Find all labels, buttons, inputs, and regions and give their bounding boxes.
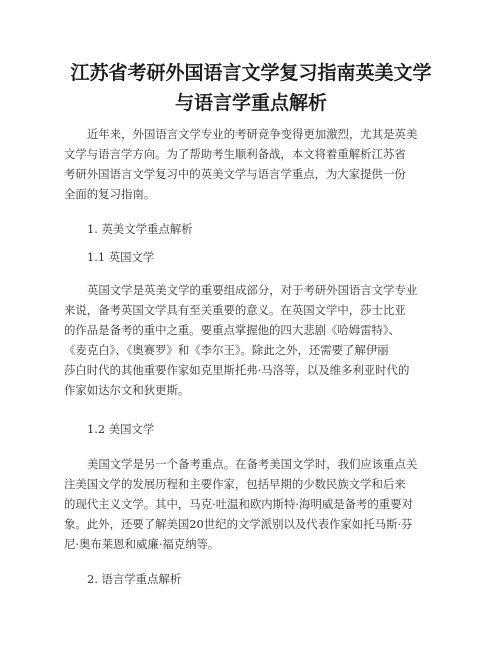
body-paragraph-line: 英国文学是英美文学的重要组成部分，对于考研外国语言文学专业	[87, 283, 418, 297]
document-title-line-1: 江苏省考研外国语言文学复习指南英美文学	[70, 62, 432, 84]
body-paragraph-line: 《麦克白》、《奥赛罗》和《李尔王》。除此之外，还需要了解伊丽	[64, 343, 389, 357]
body-paragraph-line: 莎白时代的其他重要作家如克里斯托弗·马洛等，以及维多利亚时代的	[64, 363, 410, 377]
body-paragraph-line: 美国文学是另一个备考重点。在备考美国文学时，我们应该重点关	[87, 457, 418, 471]
intro-paragraph-line: 全面的复习指南。	[64, 187, 156, 201]
body-paragraph-line: 来说，备考英国文学具有至关重要的意义。在英国文学中，莎士比亚	[64, 303, 406, 317]
subsection-heading: 1.2 美国文学	[87, 422, 155, 436]
body-paragraph-line: 的现代主义文学。其中，马克·吐温和欧内斯特·海明威是备考的重要对	[64, 497, 413, 511]
intro-paragraph-line: 文学与语言学方向。为了帮助考生顺利备战，本文将着重解析江苏省	[64, 147, 406, 161]
section-heading: 1. 英美文学重点解析	[87, 222, 193, 236]
intro-paragraph-line: 考研外国语言文学复习中的英美文学与语言学重点，为大家提供一份	[64, 167, 406, 181]
section-heading: 2. 语言学重点解析	[87, 572, 182, 586]
subsection-heading: 1.1 英国文学	[87, 250, 155, 264]
body-paragraph-line: 注美国文学的发展历程和主要作家，包括早期的少数民族文学和后来	[64, 477, 406, 491]
body-paragraph-line: 作家如达尔文和狄更斯。	[64, 383, 190, 397]
body-paragraph-line: 象。此外，还要了解美国20世纪的文学派别以及代表作家如托马斯·芬	[64, 517, 413, 531]
body-paragraph-line: 尼·奥布莱恩和威廉·福克纳等。	[64, 537, 220, 551]
document-title-line-2: 与语言学重点解析	[174, 92, 327, 114]
body-paragraph-line: 的作品是备考的重中之重。要重点掌握他的四大悲剧《哈姆雷特》、	[64, 323, 401, 337]
intro-paragraph-line: 近年来，外国语言文学专业的考研竞争变得更加激烈，尤其是英美	[87, 127, 418, 141]
